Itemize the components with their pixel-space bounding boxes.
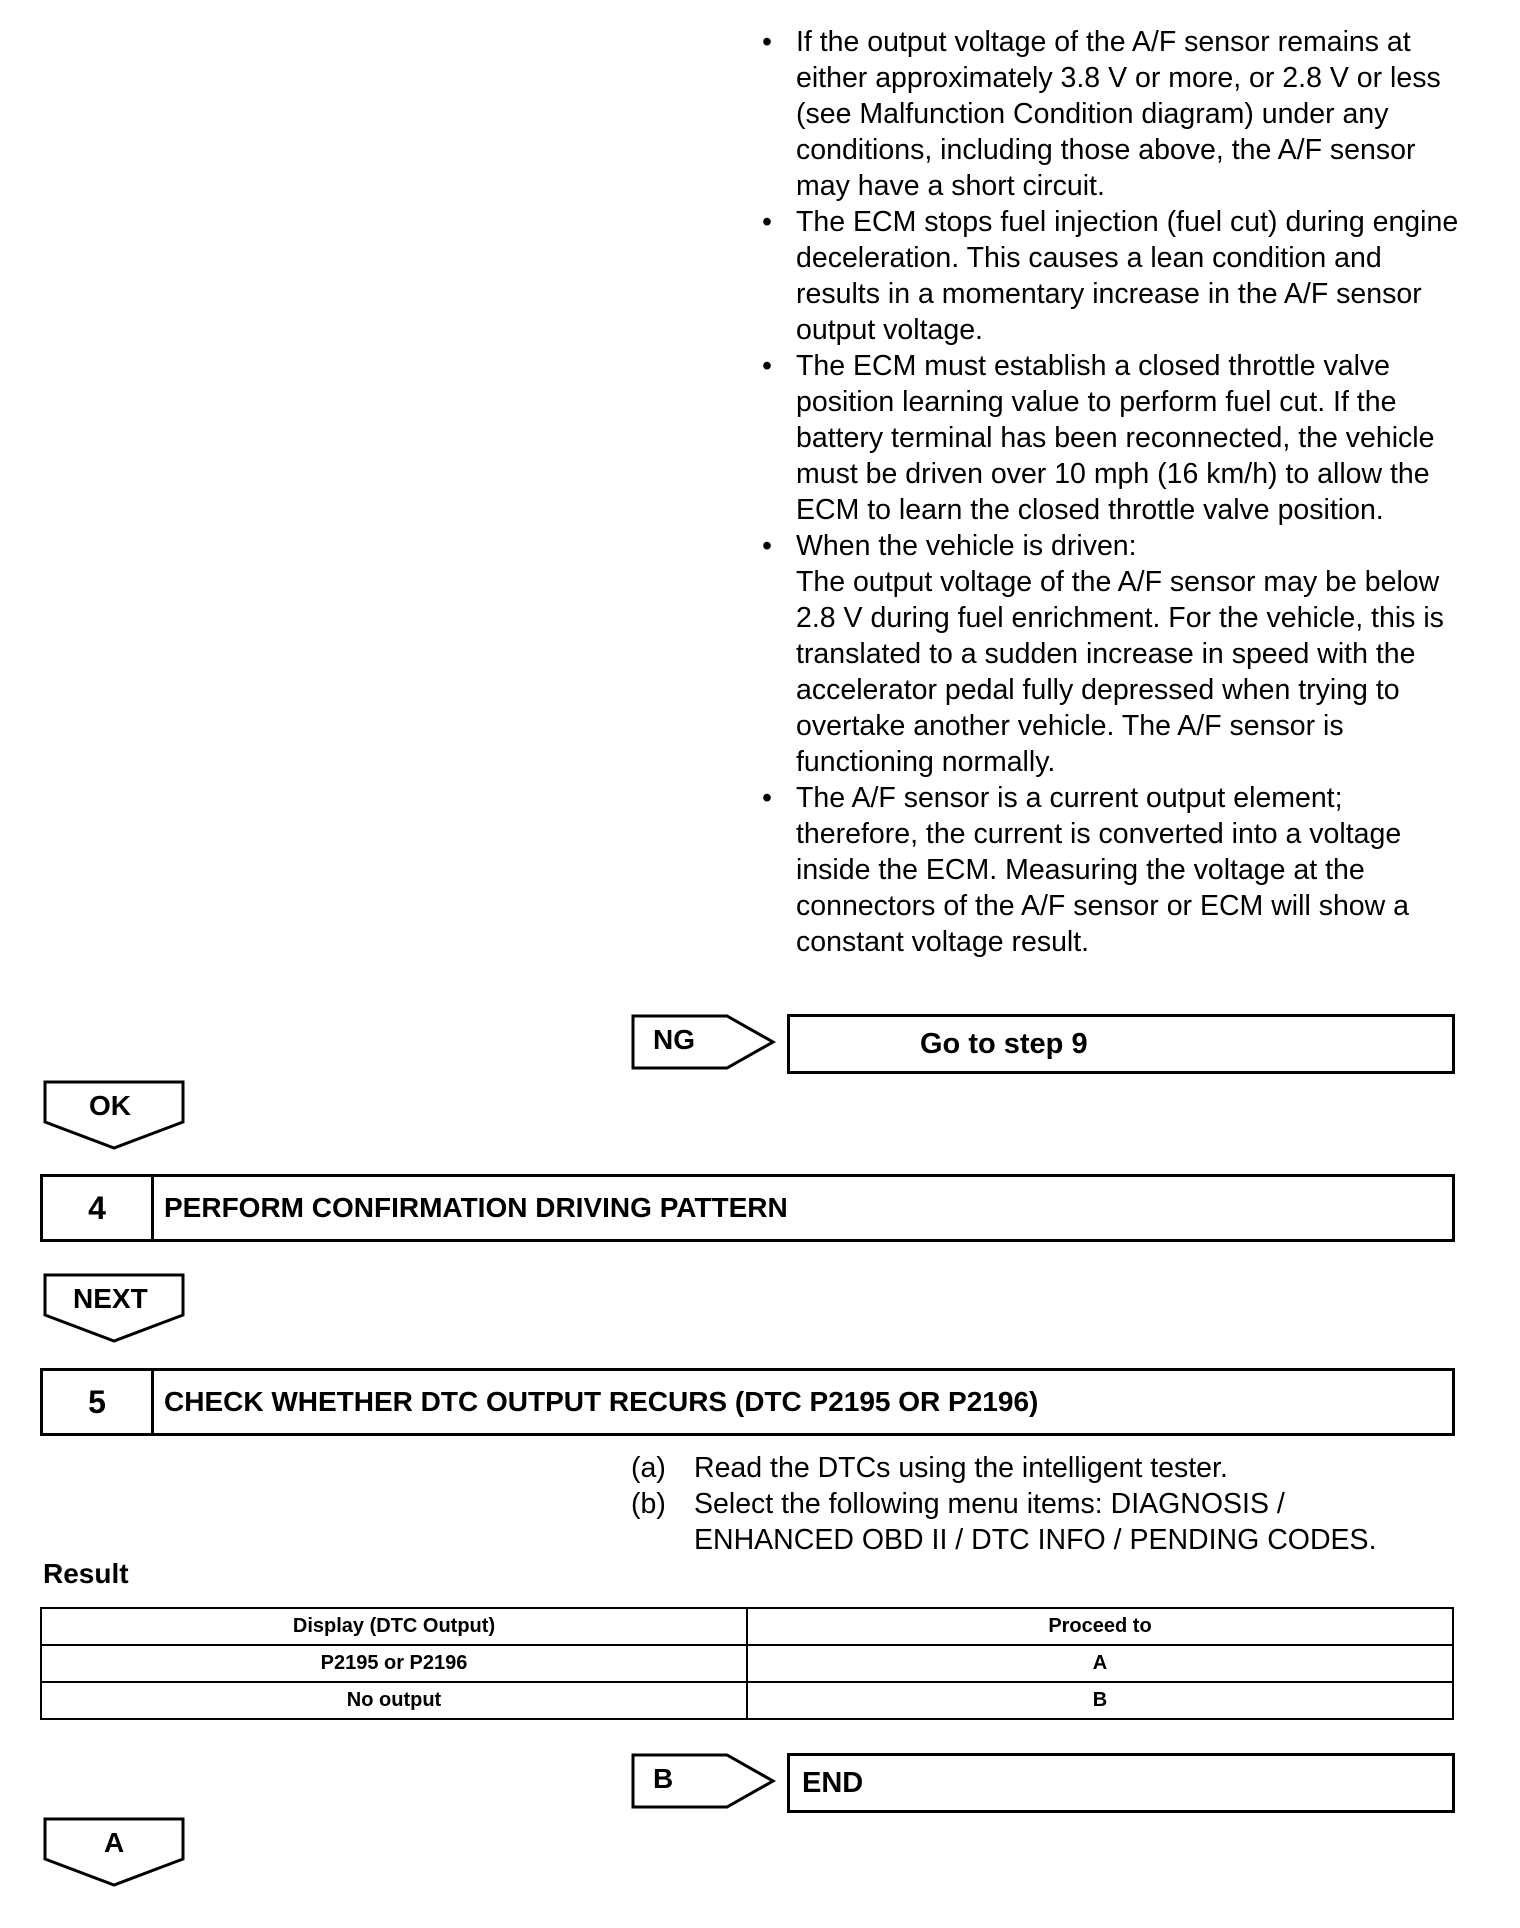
note-item xyxy=(762,204,1462,348)
b-tag[interactable] xyxy=(631,1753,777,1809)
a-tag[interactable] xyxy=(43,1817,185,1887)
instruction-item xyxy=(631,1450,1424,1486)
instruction-text: Select the following menu items: DIAGNOSIS / ENHANCED OBD II / DTC INFO / PENDING CODES. xyxy=(694,1488,1377,1556)
note-item xyxy=(762,528,1462,780)
a-label: A xyxy=(104,1827,125,1858)
note-text: If the output voltage of the A/F sensor remains at either approximately 3.8 V or more, or 2.8 V or less (see Malfunction Condition diagram) under any conditions, including those above, the A/F sensor may have a short circuit. xyxy=(796,26,1441,202)
table-cell: B xyxy=(747,1682,1453,1719)
table-row xyxy=(41,1645,1453,1682)
header-cell: Proceed to xyxy=(747,1608,1453,1645)
next-label: NEXT xyxy=(73,1283,148,1314)
instruction-text: Read the DTCs using the intelligent tester. xyxy=(694,1452,1228,1484)
result-heading: Result xyxy=(43,1558,129,1589)
table-row xyxy=(41,1682,1453,1719)
note-text: When the vehicle is driven: xyxy=(796,530,1137,562)
step-4-header xyxy=(40,1174,1455,1242)
table-header-row xyxy=(41,1608,1453,1645)
instruction-item xyxy=(631,1486,1424,1558)
instruction-label: (b) xyxy=(631,1488,666,1520)
ok-label: OK xyxy=(89,1090,131,1121)
bullet: • xyxy=(762,530,772,562)
step-number: 4 xyxy=(43,1177,154,1239)
ok-tag[interactable] xyxy=(43,1080,185,1150)
step-title: CHECK WHETHER DTC OUTPUT RECURS (DTC P2195 OR P2196) xyxy=(164,1386,1039,1417)
note-text: The A/F sensor is a current output element; therefore, the current is converted into a voltage inside the ECM. Measuring the voltage at the connectors of the A/F sensor or ECM will show a constant voltage result. xyxy=(796,782,1410,958)
header-cell: Display (DTC Output) xyxy=(41,1608,747,1645)
bullet: • xyxy=(762,782,772,814)
ng-destination: Go to step 9 xyxy=(920,1027,1088,1060)
table-cell: P2195 or P2196 xyxy=(41,1645,747,1682)
note-text: The ECM must establish a closed throttle valve position learning value to perform fuel cut. If the battery terminal has been reconnected, the vehicle must be driven over 10 mph (16 km/h) to allow the ECM to learn the closed throttle valve position. xyxy=(796,350,1435,526)
step-title: PERFORM CONFIRMATION DRIVING PATTERN xyxy=(164,1192,788,1223)
ng-tag[interactable] xyxy=(631,1014,777,1070)
bullet: • xyxy=(762,26,772,58)
ng-label: NG xyxy=(653,1024,695,1055)
next-tag[interactable] xyxy=(43,1273,185,1343)
bullet: • xyxy=(762,350,772,382)
go-to-step-9-box[interactable] xyxy=(787,1014,1455,1074)
table-cell: A xyxy=(747,1645,1453,1682)
note-item xyxy=(762,24,1462,204)
b-destination: END xyxy=(802,1766,864,1799)
instructions xyxy=(631,1450,1424,1558)
note-item xyxy=(762,348,1462,528)
bullet: • xyxy=(762,206,772,238)
notes-list xyxy=(762,24,1462,960)
note-text: The ECM stops fuel injection (fuel cut) during engine deceleration. This causes a lean condition and results in a momentary increase in the A/F sensor output voltage. xyxy=(796,206,1459,346)
end-box[interactable] xyxy=(787,1753,1455,1813)
step-number: 5 xyxy=(43,1371,154,1433)
note-detail: The output voltage of the A/F sensor may be below 2.8 V during fuel enrichment. For the vehicle, this is translated to a sudden increase in speed with the accelerator pedal fully depressed when trying to overtake another vehicle. The A/F sensor is functioning normally. xyxy=(796,566,1444,778)
result-table xyxy=(40,1607,1454,1720)
b-label: B xyxy=(653,1763,674,1794)
step-5-header xyxy=(40,1368,1455,1436)
note-item xyxy=(762,780,1462,960)
instruction-label: (a) xyxy=(631,1452,666,1484)
table-cell: No output xyxy=(41,1682,747,1719)
